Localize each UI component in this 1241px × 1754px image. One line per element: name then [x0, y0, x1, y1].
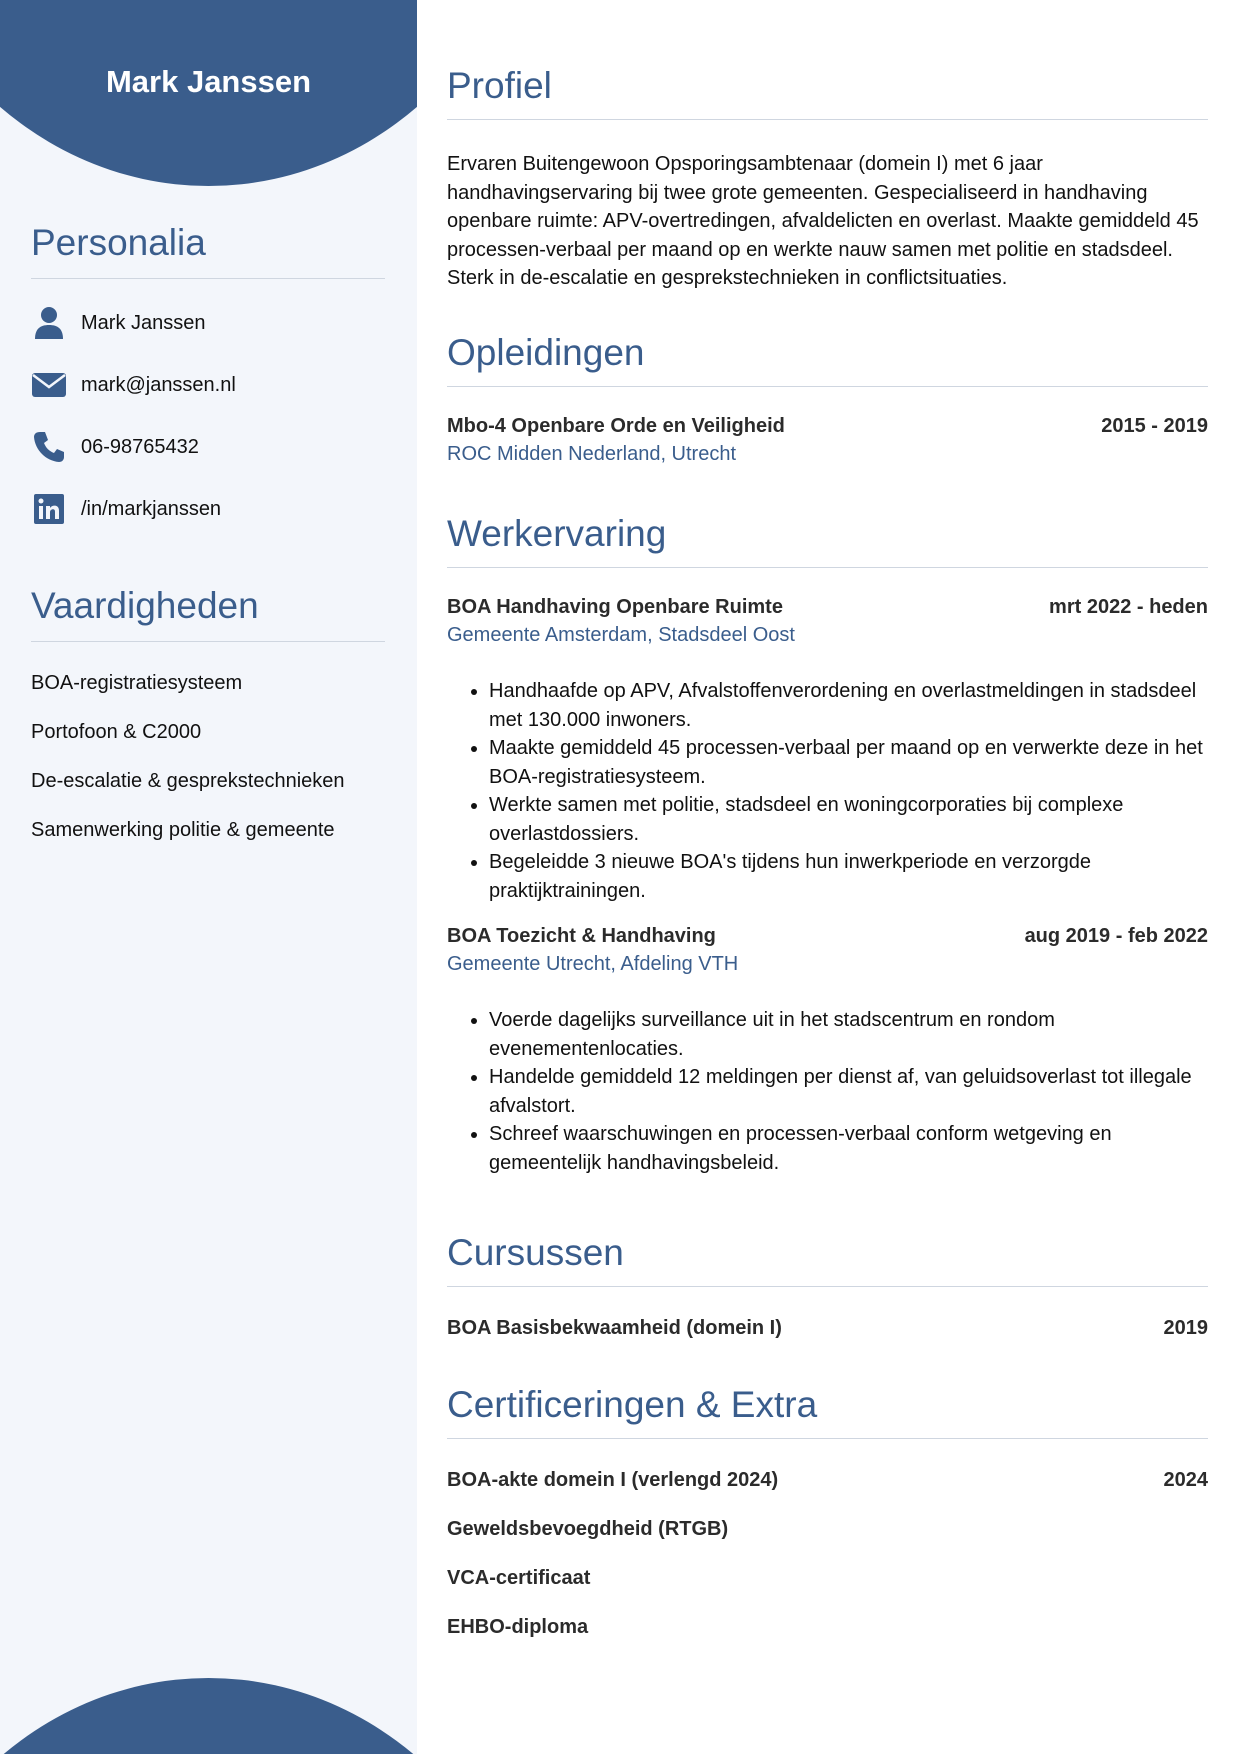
bullet-item: • Schreef waarschuwingen en processen-verbaal conform wetgeving en gemeentelijk handhavingsbeleid.: [489, 1120, 1208, 1177]
entry-period: mrt 2022 - heden: [1049, 596, 1208, 618]
certification-title: BOA-akte domein I (verlengd 2024): [447, 1469, 779, 1491]
bullet-item: • Maakte gemiddeld 45 processen-verbaal per maand op en verwerkte deze in het BOA-registratiesysteem.: [489, 734, 1208, 791]
contact-name: Mark Janssen: [81, 311, 206, 334]
contact-item-email: [31, 367, 385, 403]
education-heading: Opleidingen: [447, 332, 1208, 387]
certification-entry: [447, 1616, 1208, 1639]
person-icon: [31, 305, 67, 341]
bullet-item: • Werkte samen met politie, stadsdeel en woningcorporaties bij complexe overlastdossiers.: [489, 791, 1208, 848]
skill-item: BOA-registratiesysteem: [31, 672, 243, 694]
bullet-item: • Voerde dagelijks surveillance uit in het stadscentrum en rondom evenementenlocaties.: [489, 1006, 1208, 1063]
education-entry: [447, 415, 1208, 466]
candidate-name: Mark Janssen: [105, 64, 312, 99]
bullet-list: [447, 1006, 1208, 1177]
skill-list: [31, 672, 385, 842]
entry-employer: Gemeente Utrecht, Afdeling VTH: [447, 953, 739, 975]
courses-section: [447, 1232, 1208, 1366]
contact-item-linkedin: [31, 491, 385, 527]
contact-item-name: [31, 305, 385, 341]
courses-heading: Cursussen: [447, 1232, 1208, 1287]
experience-entry: [447, 925, 1208, 1177]
certification-entry: [447, 1567, 1208, 1590]
footer-arc: [0, 1678, 417, 1754]
certification-year: 2024: [1163, 1469, 1208, 1491]
contact-linkedin[interactable]: /in/markjanssen: [81, 497, 222, 520]
profile-section: [447, 65, 1208, 293]
phone-icon: [31, 429, 67, 465]
skills-heading: Vaardigheden: [31, 585, 385, 642]
certification-title: Geweldsbevoegdheid (RTGB): [447, 1518, 729, 1540]
profile-heading: Profiel: [447, 65, 1208, 120]
entry-title: BOA Handhaving Openbare Ruimte: [447, 596, 783, 618]
education-section: [447, 332, 1208, 466]
contact-item-phone: [31, 429, 385, 465]
experience-heading: Werkervaring: [447, 513, 1208, 568]
entry-title: BOA Toezicht & Handhaving: [447, 925, 716, 947]
bullet-list: [447, 677, 1208, 905]
bullet-item: • Handelde gemiddeld 12 meldingen per dienst af, van geluidsoverlast tot illegale afvalstort.: [489, 1063, 1208, 1120]
certifications-heading: Certificeringen & Extra: [447, 1384, 1208, 1439]
entry-period: 2015 - 2019: [1101, 415, 1208, 437]
certification-title: VCA-certificaat: [447, 1567, 591, 1589]
certification-entry: [447, 1469, 1208, 1492]
certification-title: EHBO-diploma: [447, 1616, 589, 1638]
skill-item: De-escalatie & gesprekstechnieken: [31, 770, 345, 792]
bullet-item: • Begeleidde 3 nieuwe BOA's tijdens hun inwerkperiode en verzorgde praktijktrainingen.: [489, 848, 1208, 905]
course-year: 2019: [1163, 1317, 1208, 1339]
contact-phone[interactable]: 06-98765432: [81, 435, 199, 458]
course-entry: [447, 1317, 1208, 1340]
experience-section: [447, 513, 1208, 1177]
personalia-heading: Personalia: [31, 222, 385, 279]
entry-employer: Gemeente Amsterdam, Stadsdeel Oost: [447, 624, 795, 646]
personalia-section: [31, 222, 385, 553]
course-title: BOA Basisbekwaamheid (domein I): [447, 1317, 782, 1339]
skill-item: Portofoon & C2000: [31, 721, 202, 743]
skill-item: Samenwerking politie & gemeente: [31, 819, 335, 841]
envelope-icon: [31, 367, 67, 403]
certification-entry: [447, 1518, 1208, 1541]
experience-entry: [447, 596, 1208, 905]
skills-section: [31, 585, 385, 868]
entry-period: aug 2019 - feb 2022: [1024, 925, 1208, 947]
linkedin-icon: [31, 491, 67, 527]
entry-institution: ROC Midden Nederland, Utrecht: [447, 443, 737, 465]
sidebar: [0, 0, 417, 1754]
bullet-item: • Handhaafde op APV, Afvalstoffenverordening en overlastmeldingen in stadsdeel met 130.000 inwoners.: [489, 677, 1208, 734]
contact-list: [31, 305, 385, 527]
profile-text: Ervaren Buitengewoon Opsporingsambtenaar (domein I) met 6 jaar handhavingservaring bij twee grote gemeenten. Gespecialiseerd in handhaving openbare ruimte: APV-overtredingen, afvaldelicten en overlast. Maakte gemiddeld 45 processen-verbaal per maand op en werkte nauw samen met politie en stadsdeel. Sterk in de-escalatie en gesprekstechnieken in conflictsituaties.: [447, 153, 1199, 290]
contact-email[interactable]: mark@janssen.nl: [81, 373, 236, 396]
entry-title: Mbo-4 Openbare Orde en Veiligheid: [447, 415, 785, 437]
certifications-section: [447, 1384, 1208, 1665]
